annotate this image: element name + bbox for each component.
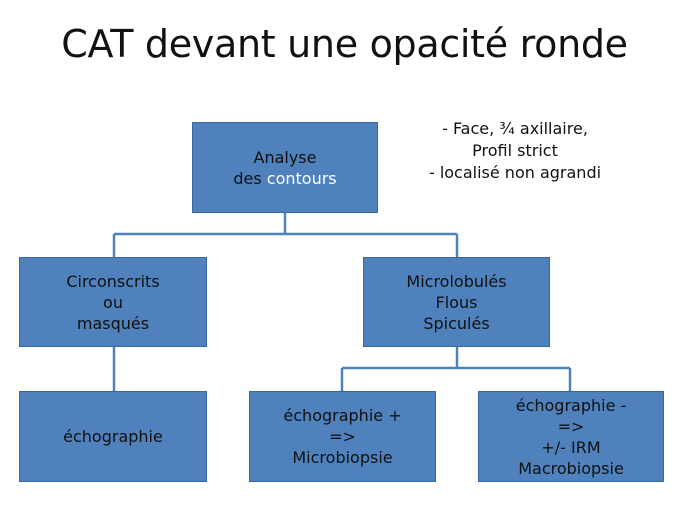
box-circonscrits [19,257,207,347]
box-line: Macrobiopsie [518,458,624,478]
box-line: Circonscrits [66,271,160,291]
box-echographie-plus [249,391,436,482]
box-echographie [19,391,207,482]
box-line: masqués [76,313,150,333]
box-line: Analyse [253,147,317,167]
box-line [233,168,336,189]
box-line: échographie [63,427,163,446]
box-line: Flous [435,292,478,312]
box-microlobules [363,257,550,347]
note-line: - Face, ¾ axillaire, [442,119,588,138]
slide-title: CAT devant une opacité ronde [61,22,628,66]
box-line: échographie - [515,395,627,415]
box-line: Spiculés [423,313,490,333]
note-line: Profil strict [472,141,558,160]
box-line: échographie + [283,406,402,425]
box-line: => [329,427,356,446]
box-line: +/- IRM [541,437,601,457]
box-line-part: des [233,168,267,188]
note-line: - localisé non agrandi [428,163,602,182]
box-line: ou [103,292,123,312]
box-line: => [557,416,585,436]
box-line: Microbiopsie [292,448,393,467]
box-analyse-contours [192,122,378,213]
box-line: Microlobulés [406,271,507,291]
box-echographie-moins [478,391,664,482]
box-line-highlight: contours [266,168,337,188]
